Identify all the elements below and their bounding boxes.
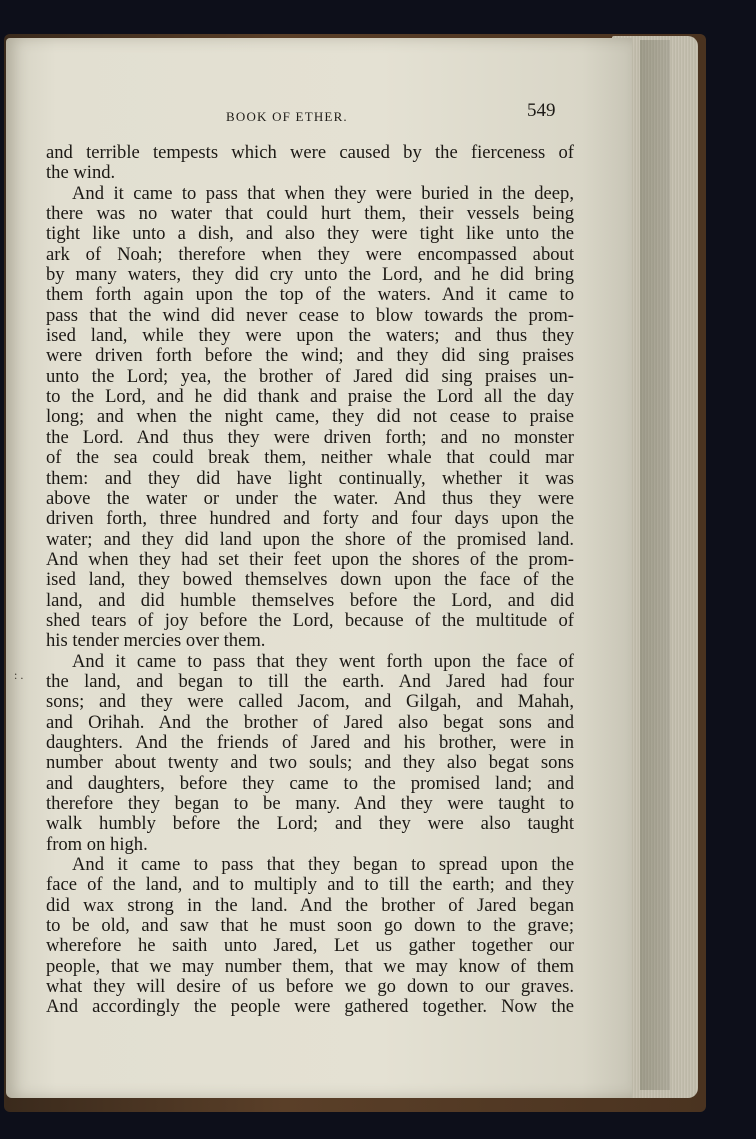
text-line: to the Lord, and he did thank and praise the Lord all the day xyxy=(46,387,574,408)
text-line: there was no water that could hurt them, their vessels being xyxy=(46,204,574,225)
text-line: did wax strong in the land. And the brother of Jared began xyxy=(46,895,574,916)
text-line: walk humbly before the Lord; and they were also taught xyxy=(46,814,574,835)
text-line: And it came to pass that they went forth upon the face of xyxy=(72,651,574,672)
text-line: long; and when the night came, they did not cease to praise xyxy=(46,407,574,428)
text-line: land, and did humble themselves before the Lord, and did xyxy=(46,590,574,611)
text-line: them: and they did have light continually, whether it was xyxy=(46,468,574,489)
text-line: driven forth, three hundred and forty and four days upon the xyxy=(46,509,574,530)
text-line: daughters. And the friends of Jared and his brother, were in xyxy=(46,732,574,753)
running-title: BOOK OF ETHER. xyxy=(226,109,348,124)
body-text xyxy=(46,143,574,1018)
text-line: and terrible tempests which were caused by the fierceness of xyxy=(46,143,574,163)
text-line: tight like unto a dish, and also they were tight like unto the xyxy=(46,224,574,245)
page-number: 549 xyxy=(527,100,556,121)
text-line: them forth again upon the top of the waters. And it came to xyxy=(46,285,574,306)
margin-mark: : . xyxy=(14,668,24,682)
text-line: face of the land, and to multiply and to till the earth; and they xyxy=(46,875,574,896)
text-line: the Lord. And thus they were driven forth; and no monster xyxy=(46,427,574,448)
text-line: ark of Noah; therefore when they were encompassed about xyxy=(46,244,574,265)
text-line: were driven forth before the wind; and they did sing praises xyxy=(46,346,574,367)
text-line: from on high. xyxy=(46,834,148,855)
text-line: And when they had set their feet upon the shores of the prom- xyxy=(46,549,574,570)
text-line: unto the Lord; yea, the brother of Jared did sing praises un- xyxy=(46,366,574,387)
text-line: of the sea could break them, neither whale that could mar xyxy=(46,448,574,469)
text-line: number about twenty and two souls; and they also begat sons xyxy=(46,753,574,774)
text-line: ised land, they bowed themselves down upon the face of the xyxy=(46,570,574,591)
text-line: And accordingly the people were gathered together. Now the xyxy=(46,997,574,1018)
text-line: and daughters, before they came to the promised land; and xyxy=(46,773,574,794)
page-edges-shadow xyxy=(640,40,670,1090)
text-line: shed tears of joy before the Lord, because of the multitude of xyxy=(46,610,574,631)
text-line: and Orihah. And the brother of Jared also begat sons and xyxy=(46,712,574,733)
text-line: therefore they began to be many. And they were taught to xyxy=(46,794,574,814)
text-line: to be old, and saw that he must soon go down to the grave; xyxy=(46,916,574,937)
text-line: And it came to pass that they began to spread upon the xyxy=(72,855,574,876)
text-line: people, that we may number them, that we may know of them xyxy=(46,956,574,977)
text-line: the wind. xyxy=(46,163,116,184)
text-line: sons; and they were called Jacom, and Gilgah, and Mahah, xyxy=(46,692,574,713)
text-line: the land, and began to till the earth. And Jared had four xyxy=(46,671,574,692)
text-line: ised land, while they were upon the waters; and thus they xyxy=(46,326,574,347)
text-line: And it came to pass that when they were buried in the deep, xyxy=(72,183,574,204)
text-line: his tender mercies over them. xyxy=(46,631,266,652)
text-line: what they will desire of us before we go down to our graves. xyxy=(46,977,574,998)
text-line: above the water or under the water. And thus they were xyxy=(46,488,574,509)
text-line: by many waters, they did cry unto the Lord, and he did bring xyxy=(46,265,574,286)
text-line: water; and they did land upon the shore of the promised land. xyxy=(46,529,574,550)
text-line: wherefore he saith unto Jared, Let us gather together our xyxy=(46,936,574,957)
text-line: pass that the wind did never cease to blow towards the prom- xyxy=(46,305,574,326)
